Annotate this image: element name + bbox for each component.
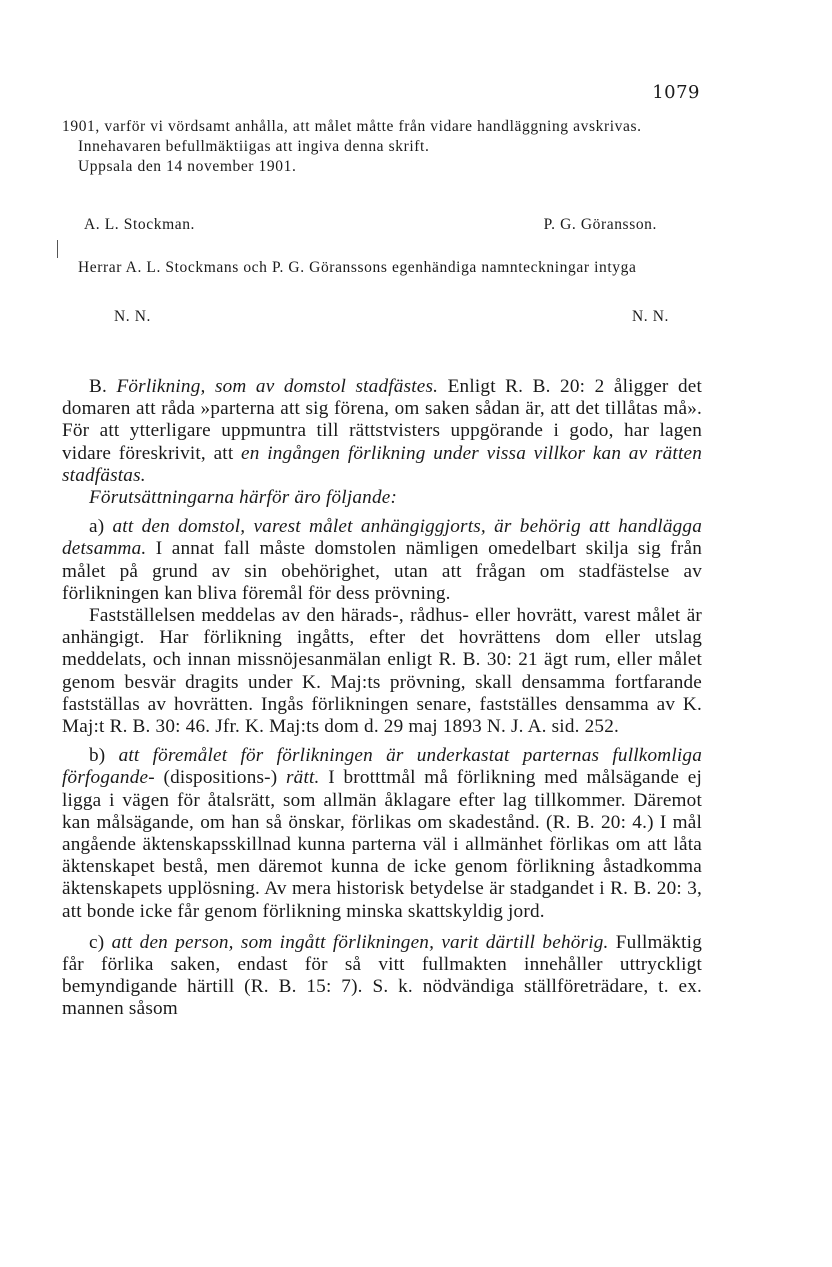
section-b-text: Enligt R. B. 20: 2 åligger det domaren att råda »parterna att sig förena, om saken sådan är, att det tillåtas må». För att ytterligare uppmuntra till rättstvisters uppgörande i godo, har lagen vidare föreskrivit, att [62,376,703,464]
witness-left: N. N. [114,308,152,325]
petition-line-1: 1901, varför vi vördsamt anhålla, att målet måtte från vidare handläggning avskrivas. [62,118,642,135]
petition-line-2: Innehavaren befullmäktiigas att ingiva denna skrift. [78,138,430,155]
item-c [62,932,702,1021]
witness-row [62,307,707,327]
item-a-label: a) [89,516,113,538]
item-c-text: Fullmäktig får förlika saken, endast för så vitt fullmakten innehåller uttryckligt bemyndigande härtill (R. B. 15: 7). S. k. nödvändiga ställföreträdare, t. ex. mannen såsom [62,931,702,1020]
section-b-italic: en ingången förlikning under vissa villkor kan av rätten stadfästas. [62,442,702,486]
signature-row [62,215,657,235]
page-number: 1079 [652,82,700,103]
item-b-text: I brotttmål må förlikning med målsägande ej ligga i vägen för åtalsrätt, som allmän åklagare efter lag tillkommer. Däremot kan målsägande, om han så önskar, förlikas om skadestånd. (R. B. 20: 4.) I mål angående äktenskapsskillnad kunna parterna väl i allmänhet förlikas om att låta äktenskapet bestå, men däremot kunna de icke genom förlikning åstadkomma äktenskapets upplösning. Av mera historisk betydelse är stadgandet i R. B. 20: 3, att bonde icke får genom förlikning minska skattskyldig jord. [62,767,702,922]
prerequisites-heading [62,487,702,509]
item-a-continued: Fastställelsen meddelas av den härads-, rådhus- eller hovrätt, varest målet är anhängigt. Har förlikning ingåtts, efter det hovrättens dom eller utslag meddelats, och innan missnöjesanmälan enligt R. B. 30: 21 ägt rum, eller målet genom besvär dragits under K. Maj:ts prövning, skall densamma fortfarande fastställas av hovrätten. Ingås förlikningen senare, fastställes densamma av K. Maj:t R. B. 30: 46. Jfr. K. Maj:ts dom d. 29 maj 1893 N. J. A. sid. 252. [62,605,702,738]
certification [62,258,707,278]
item-a-italic: att den domstol, varest målet anhängiggjorts, är behörig att handlägga detsamma. [62,516,702,560]
item-b-label: b) [89,745,119,767]
prerequisites-text: Förutsättningarna härför äro följande: [89,487,398,509]
section-b-intro [62,376,702,487]
signature-right: P. G. Göransson. [543,216,657,233]
section-b [62,376,702,1021]
item-c-italic: att den person, som ingått förlikningen, varit därtill behörig. [111,931,609,953]
section-b-label: B. [89,376,107,397]
item-b-italic-2: rätt. [286,767,320,789]
witness-right: N. N. [631,308,669,325]
margin-mark [57,240,60,258]
section-b-heading: Förlikning, som av domstol stadfästes. [116,376,439,397]
item-b [62,745,702,923]
petition-line-3: Uppsala den 14 november 1901. [78,158,297,175]
certification-text: Herrar A. L. Stockmans och P. G. Göranssons egenhändiga namnteckningar intyga [78,259,637,276]
item-c-label: c) [89,931,112,953]
item-a-text: I annat fall måste domstolen nämligen omedelbart skilja sig från målet på grund av sin obehörighet, utan att frågan om stadfästelse av förlikningen kan bliva föremål för dess prövning. [62,538,702,604]
item-a [62,516,702,605]
petition-closing [62,117,702,177]
signature-left: A. L. Stockman. [84,216,196,233]
item-b-italic: att föremålet för förlikningen är underkastat parternas fullkomliga förfogande- [62,745,702,789]
item-b-mid: (dispositions-) [154,767,287,789]
